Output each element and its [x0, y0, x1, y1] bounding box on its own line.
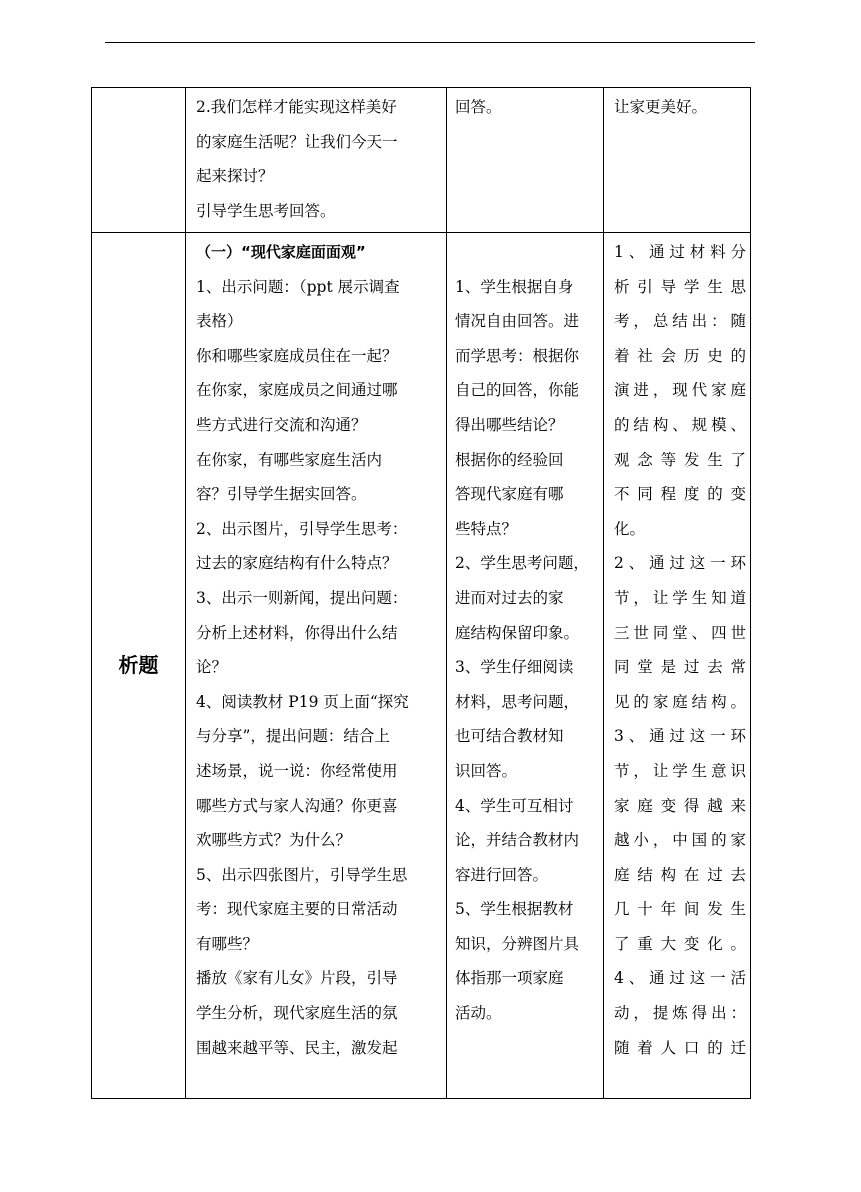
teacher-line: 与分享”，提出问题：结合上 — [196, 727, 390, 746]
student-line: 论，并结合教材内 — [455, 831, 580, 850]
lesson-plan-table — [91, 87, 751, 1099]
intent-line: 的结构、规模、 — [614, 415, 746, 434]
teacher-line: 些方式进行交流和沟通？ — [196, 415, 367, 434]
student-line: 4、学生可互相讨 — [455, 796, 574, 815]
teacher-line: 的家庭生活呢？让我们今天一 — [196, 132, 398, 151]
student-line: 进而对过去的家 — [455, 588, 564, 607]
intent-line: 不同程度的变 — [614, 485, 746, 504]
stage-cell-empty — [92, 88, 186, 233]
student-line: 情况自由回答。进 — [455, 312, 580, 331]
student-line: 回答。 — [455, 98, 502, 116]
teacher-line: 围越来越平等、民主，激发起 — [196, 1038, 398, 1057]
teacher-line: 5、出示四张图片，引导学生思 — [196, 865, 408, 884]
intent-line: 让家更美好。 — [614, 98, 708, 116]
teacher-line: 论？ — [196, 658, 228, 677]
teacher-line: 2、出示图片，引导学生思考： — [196, 519, 408, 538]
intent-line: 同堂是过去常 — [614, 658, 746, 677]
teacher-line: 引导学生思考回答。 — [196, 201, 336, 220]
intent-line: 2、通过这一环 — [614, 554, 746, 573]
student-line: 知识，分辨图片具 — [455, 934, 580, 953]
student-line: 庭结构保留印象。 — [455, 623, 580, 642]
student-line: 答现代家庭有哪 — [455, 485, 564, 504]
student-line: 也可结合教材知 — [455, 727, 564, 746]
stage-label: 析题 — [92, 233, 186, 1099]
intent-line: 4、通过这一活 — [614, 969, 746, 988]
teacher-line: 你和哪些家庭成员住在一起？ — [196, 346, 398, 365]
student-line: 些特点？ — [455, 519, 518, 538]
teacher-line: 2.我们怎样才能实现这样美好 — [196, 98, 397, 116]
student-line: 材料，思考问题， — [455, 692, 580, 711]
teacher-line: 考：现代家庭主要的日常活动 — [196, 900, 398, 919]
student-line: 活动。 — [455, 1004, 502, 1023]
student-line: 1、学生根据自身 — [455, 277, 574, 296]
design-intent-cell — [604, 233, 751, 1099]
teacher-activity-cell — [186, 233, 447, 1099]
section-heading: （一）“现代家庭面面观” — [196, 243, 366, 261]
teacher-line: 在你家，家庭成员之间通过哪 — [196, 381, 398, 400]
header-rule — [105, 42, 755, 43]
teacher-line: 4、阅读教材 P19 页上面“探究 — [196, 692, 409, 711]
teacher-line: 学生分析，现代家庭生活的氛 — [196, 1004, 398, 1023]
teacher-activity-cell — [186, 88, 447, 233]
intent-line: 见的家庭结构。 — [614, 692, 746, 711]
intent-line: 析引导学生思 — [614, 277, 746, 296]
student-line: 3、学生仔细阅读 — [455, 658, 574, 677]
intent-line: 演进，现代家庭 — [614, 381, 746, 400]
teacher-line: 哪些方式与家人沟通？你更喜 — [196, 796, 398, 815]
blank-line — [455, 235, 597, 270]
student-activity-cell — [447, 233, 604, 1099]
table-row-intro — [92, 88, 751, 233]
student-line: 识回答。 — [455, 761, 518, 780]
intent-line: 化。 — [614, 519, 646, 538]
teacher-line: 分析上述材料，你得出什么结 — [196, 623, 398, 642]
teacher-line: 欢哪些方式？为什么？ — [196, 831, 352, 850]
design-intent-cell — [604, 88, 751, 233]
teacher-line: 起来探讨？ — [196, 167, 274, 186]
intent-line: 了重大变化。 — [614, 934, 746, 953]
student-line: 根据你的经验回 — [455, 450, 564, 469]
intent-line: 1、通过材料分 — [614, 243, 746, 261]
intent-line: 3、通过这一环 — [614, 727, 746, 746]
intent-line: 几十年间发生 — [614, 900, 746, 919]
teacher-line: 在你家，有哪些家庭生活内 — [196, 450, 383, 469]
teacher-line: 容？引导学生据实回答。 — [196, 485, 367, 504]
intent-line: 随着人口的迁 — [614, 1038, 746, 1057]
intent-line: 家庭变得越来 — [614, 796, 746, 815]
intent-line: 节，让学生知道 — [614, 588, 746, 607]
intent-line: 考，总结出：随 — [614, 312, 746, 331]
student-line: 得出哪些结论？ — [455, 415, 564, 434]
teacher-line: 3、出示一则新闻，提出问题： — [196, 588, 408, 607]
student-line: 5、学生根据教材 — [455, 900, 574, 919]
intent-line: 着社会历史的 — [614, 346, 746, 365]
intent-line: 观念等发生了 — [614, 450, 746, 469]
student-line: 自己的回答，你能 — [455, 381, 580, 400]
teacher-line: 表格） — [196, 312, 243, 331]
teacher-line: 播放《家有儿女》片段，引导 — [196, 969, 398, 988]
teacher-line: 述场景，说一说：你经常使用 — [196, 761, 398, 780]
teacher-line: 过去的家庭结构有什么特点？ — [196, 554, 398, 573]
intent-line: 越小，中国的家 — [614, 831, 746, 850]
teacher-line: 有哪些？ — [196, 934, 259, 953]
intent-line: 三世同堂、四世 — [614, 623, 746, 642]
table-row-analysis — [92, 233, 751, 1099]
student-line: 容进行回答。 — [455, 865, 549, 884]
intent-line: 庭结构在过去 — [614, 865, 746, 884]
student-line: 而学思考：根据你 — [455, 346, 580, 365]
student-line: 体指那一项家庭 — [455, 969, 564, 988]
student-activity-cell — [447, 88, 604, 233]
intent-line: 动，提炼得出： — [614, 1004, 746, 1023]
student-line: 2、学生思考问题， — [455, 554, 589, 573]
intent-line: 节，让学生意识 — [614, 761, 746, 780]
teacher-line: 1、出示问题：（ppt 展示调查 — [196, 277, 400, 296]
